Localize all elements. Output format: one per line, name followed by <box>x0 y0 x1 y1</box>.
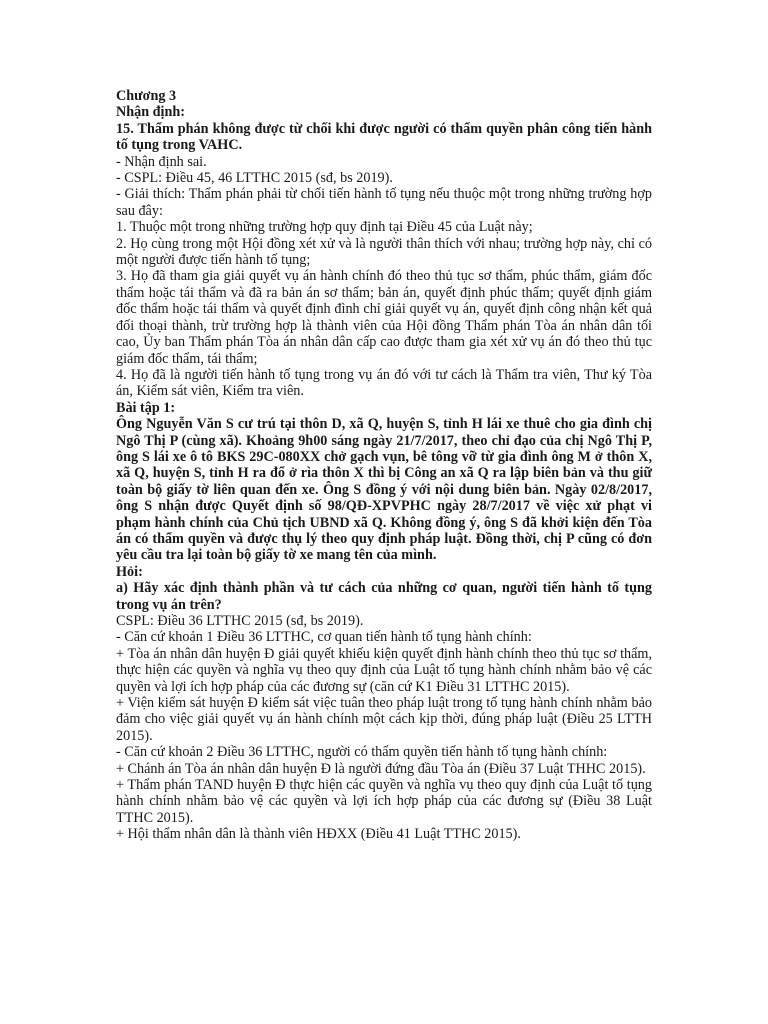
legal-basis: - CSPL: Điều 45, 46 LTTHC 2015 (sđ, bs 2019). <box>116 170 393 187</box>
answer-line: CSPL: Điều 36 LTTHC 2015 (sđ, bs 2019). <box>116 613 364 629</box>
exercise-heading: Bài tập 1: <box>116 399 176 416</box>
explanation: - Giải thích: Thẩm phán phải từ chối tiến hành tố tụng nếu thuộc một trong những trường hợp sau đây: <box>116 186 652 219</box>
list-item: 3. Họ đã tham gia giải quyết vụ án hành chính đó theo thủ tục sơ thẩm, phúc thẩm, giám đốc thẩm hoặc tái thẩm và đã ra bản án sơ thẩm; bản án, quyết định phúc thẩm; quyết định giám đốc thẩm hoặc tái thẩm và quyết định đình chỉ giải quyết vụ án, quyết định công nhận kết quả đối thoại thành, trừ trường hợp là thành viên của Hội đồng Thẩm phán Tòa án nhân dân tối cao, Ủy ban Thẩm phán Tòa án nhân dân cấp cao được tham gia xét xử vụ án đó theo thủ tục giám đốc thẩm, tái thẩm; <box>116 268 652 367</box>
answer-line: + Tòa án nhân dân huyện Đ giải quyết khiếu kiện quyết định hành chính theo thủ tục sơ thẩm, thực hiện các quyền và nghĩa vụ theo quy định của Luật tố tụng hành chính nhằm bảo vệ các quyền và lợi ích hợp pháp của các đương sự (căn cứ K1 Điều 31 LTTHC 2015). <box>116 645 652 695</box>
answer-line: - Căn cứ khoản 1 Điều 36 LTTHC, cơ quan tiến hành tố tụng hành chính: <box>116 629 532 646</box>
exercise-text: Ông Nguyễn Văn S cư trú tại thôn D, xã Q, huyện S, tỉnh H lái xe thuê cho gia đình chị Ngô Thị P (cùng xã). Khoảng 9h00 sáng ngày 21/7/2017, theo chỉ đạo của chị Ngô Thị P, ông S lái xe ô tô BKS 29C-080XX chở gạch vụn, bê tông vỡ từ gia đình ông M ở thôn X, xã Q, huyện S, tỉnh H ra đổ ở rìa thôn X thì bị Công an xã Q ra lập biên bản và thu giữ toàn bộ giấy tờ liên quan đến xe. Ông S đồng ý với nội dung biên bản. Ngày 02/8/2017, ông S nhận được Quyết định số 98/QĐ-XPVPHC ngày 28/7/2017 về việc xử phạt vi phạm hành chính của Chủ tịch UBND xã Q. Không đồng ý, ông S đã khởi kiện đến Tòa án có thẩm quyền và được thụ lý theo quy định pháp luật. Đồng thời, chị P cũng có đơn yêu cầu tra lại toàn bộ giấy tờ xe mang tên của mình. <box>116 416 652 564</box>
question-a: a) Hãy xác định thành phần và tư cách của những cơ quan, người tiến hành tố tụng trong vụ án trên? <box>116 580 652 613</box>
answer-line: + Viện kiểm sát huyện Đ kiểm sát việc tuân theo pháp luật trong tố tụng hành chính nhằm bảo đảm cho việc giải quyết vụ án hành chính một cách kịp thời, đúng pháp luật (Điều 25 LTTH 2015). <box>116 695 652 744</box>
answer-line: + Thẩm phán TAND huyện Đ thực hiện các quyền và nghĩa vụ theo quy định của Luật tố tụng hành chính nhằm bảo vệ các quyền và lợi ích hợp pháp của các đương sự (Điều 38 Luật TTHC 2015). <box>116 777 652 826</box>
list-item: 1. Thuộc một trong những trường hợp quy định tại Điều 45 của Luật này; <box>116 219 533 236</box>
answer-line: - Căn cứ khoản 2 Điều 36 LTTHC, người có thẩm quyền tiến hành tố tụng hành chính: <box>116 744 608 761</box>
document-page <box>116 88 652 843</box>
list-item: 2. Họ cùng trong một Hội đồng xét xử và là người thân thích với nhau; trường hợp này, chỉ có một người được tiến hành tố tụng; <box>116 235 652 269</box>
statement-15: 15. Thẩm phán không được từ chối khi được người có thẩm quyền phân công tiến hành tố tụng trong VAHC. <box>116 120 652 154</box>
chapter-title: Chương 3 <box>116 88 177 104</box>
answer-line: + Chánh án Tòa án nhân dân huyện Đ là người đứng đầu Tòa án (Điều 37 Luật THHC 2015). <box>116 760 646 777</box>
section-heading-nhan-dinh: Nhận định: <box>116 104 186 121</box>
statement-answer: - Nhận định sai. <box>116 153 207 170</box>
list-item: 4. Họ đã là người tiến hành tố tụng trong vụ án đó với tư cách là Thẩm tra viên, Thư ký Tòa án, Kiểm sát viên, Kiểm tra viên. <box>116 366 652 400</box>
question-heading: Hỏi: <box>116 563 143 580</box>
answer-line: + Hội thẩm nhân dân là thành viên HĐXX (Điều 41 Luật TTHC 2015). <box>116 826 521 843</box>
